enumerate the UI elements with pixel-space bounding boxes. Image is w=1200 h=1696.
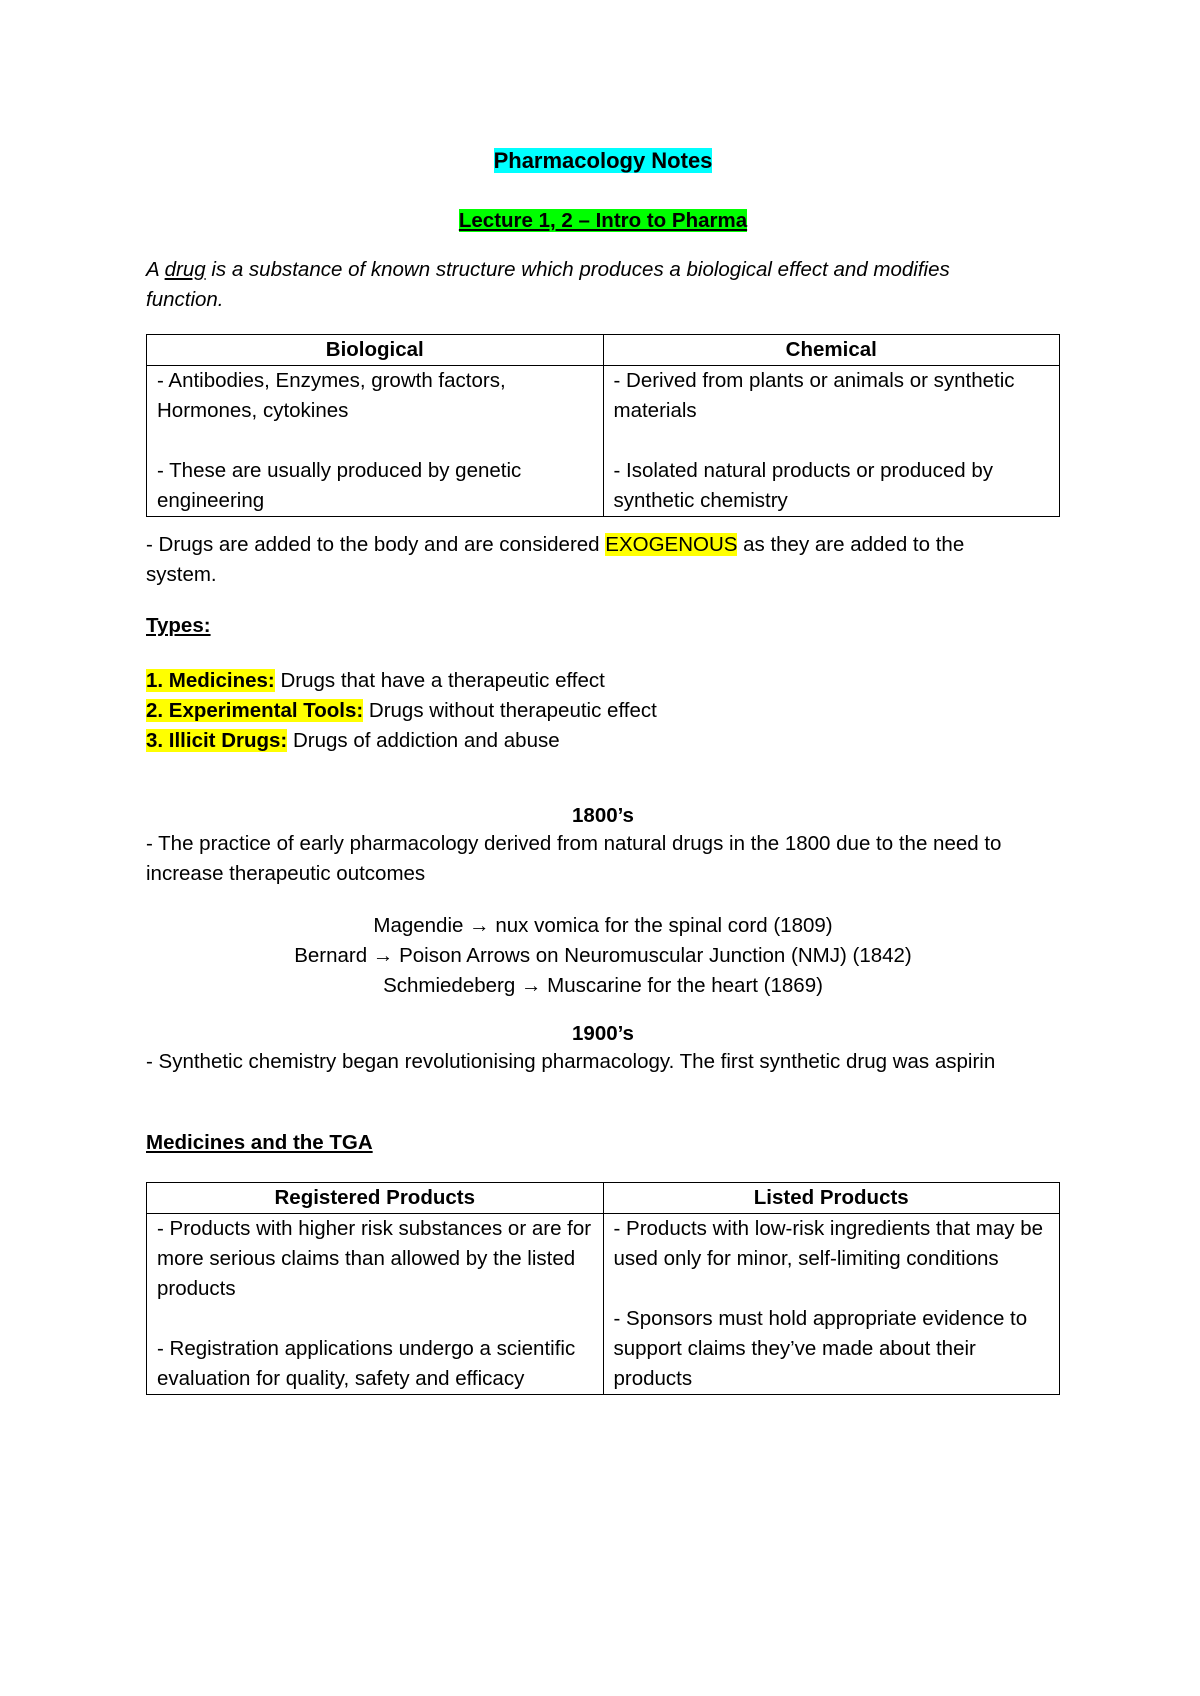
lecture-heading: Lecture 1, 2 – Intro to Pharma [458,209,748,232]
list-item: Bernard → Poison Arrows on Neuromuscular Junction (NMJ) (1842) [294,944,912,967]
era-1900-heading: 1900’s [572,1022,634,1045]
types-list [146,666,657,756]
table-cell: - Products with low-risk ingredients that may be used only for minor, self-limiting conditions - Sponsors must hold appropriate evidence to support claims they’ve made about their products [603,1214,1060,1395]
list-item: Schmiedeberg → Muscarine for the heart (1869) [383,974,823,997]
types-heading: Types: [146,614,211,637]
list-item: 3. Illicit Drugs: Drugs of addiction and abuse [146,729,560,752]
history-examples [146,911,1060,1001]
table-cell: - Antibodies, Enzymes, growth factors, Hormones, cytokines - These are usually produced by genetic engineering [147,366,604,517]
list-item: Magendie → nux vomica for the spinal cord (1809) [373,914,833,937]
table-cell: - Products with higher risk substances or are for more serious claims than allowed by the listed products - Registration applications undergo a scientific evaluation for quality, safety and efficacy [147,1214,604,1395]
drug-source-table [146,334,1060,517]
table-header: Listed Products [603,1183,1060,1214]
table-header: Biological [147,335,604,366]
table-header: Chemical [603,335,1060,366]
arrow-icon: → [469,914,490,937]
table-cell: - Derived from plants or animals or synthetic materials - Isolated natural products or produced by synthetic chemistry [603,366,1060,517]
tga-heading: Medicines and the TGA [146,1131,373,1154]
tga-products-table [146,1182,1060,1395]
page-title: Pharmacology Notes [493,148,713,173]
exogenous-note: - Drugs are added to the body and are considered EXOGENOUS as they are added to the system. [146,533,965,586]
table-header: Registered Products [147,1183,604,1214]
era-1900-text: - Synthetic chemistry began revolutionising pharmacology. The first synthetic drug was aspirin [146,1050,996,1073]
drug-definition: A drug is a substance of known structure which produces a biological effect and modifies function. [146,258,950,311]
list-item: 1. Medicines: Drugs that have a therapeutic effect [146,669,605,692]
arrow-icon: → [372,944,394,967]
era-1800-heading: 1800’s [572,804,634,827]
list-item: 2. Experimental Tools: Drugs without therapeutic effect [146,699,657,722]
era-1800-text: - The practice of early pharmacology derived from natural drugs in the 1800 due to the need to increase therapeutic outcomes [146,832,1002,885]
arrow-icon: → [520,974,542,997]
